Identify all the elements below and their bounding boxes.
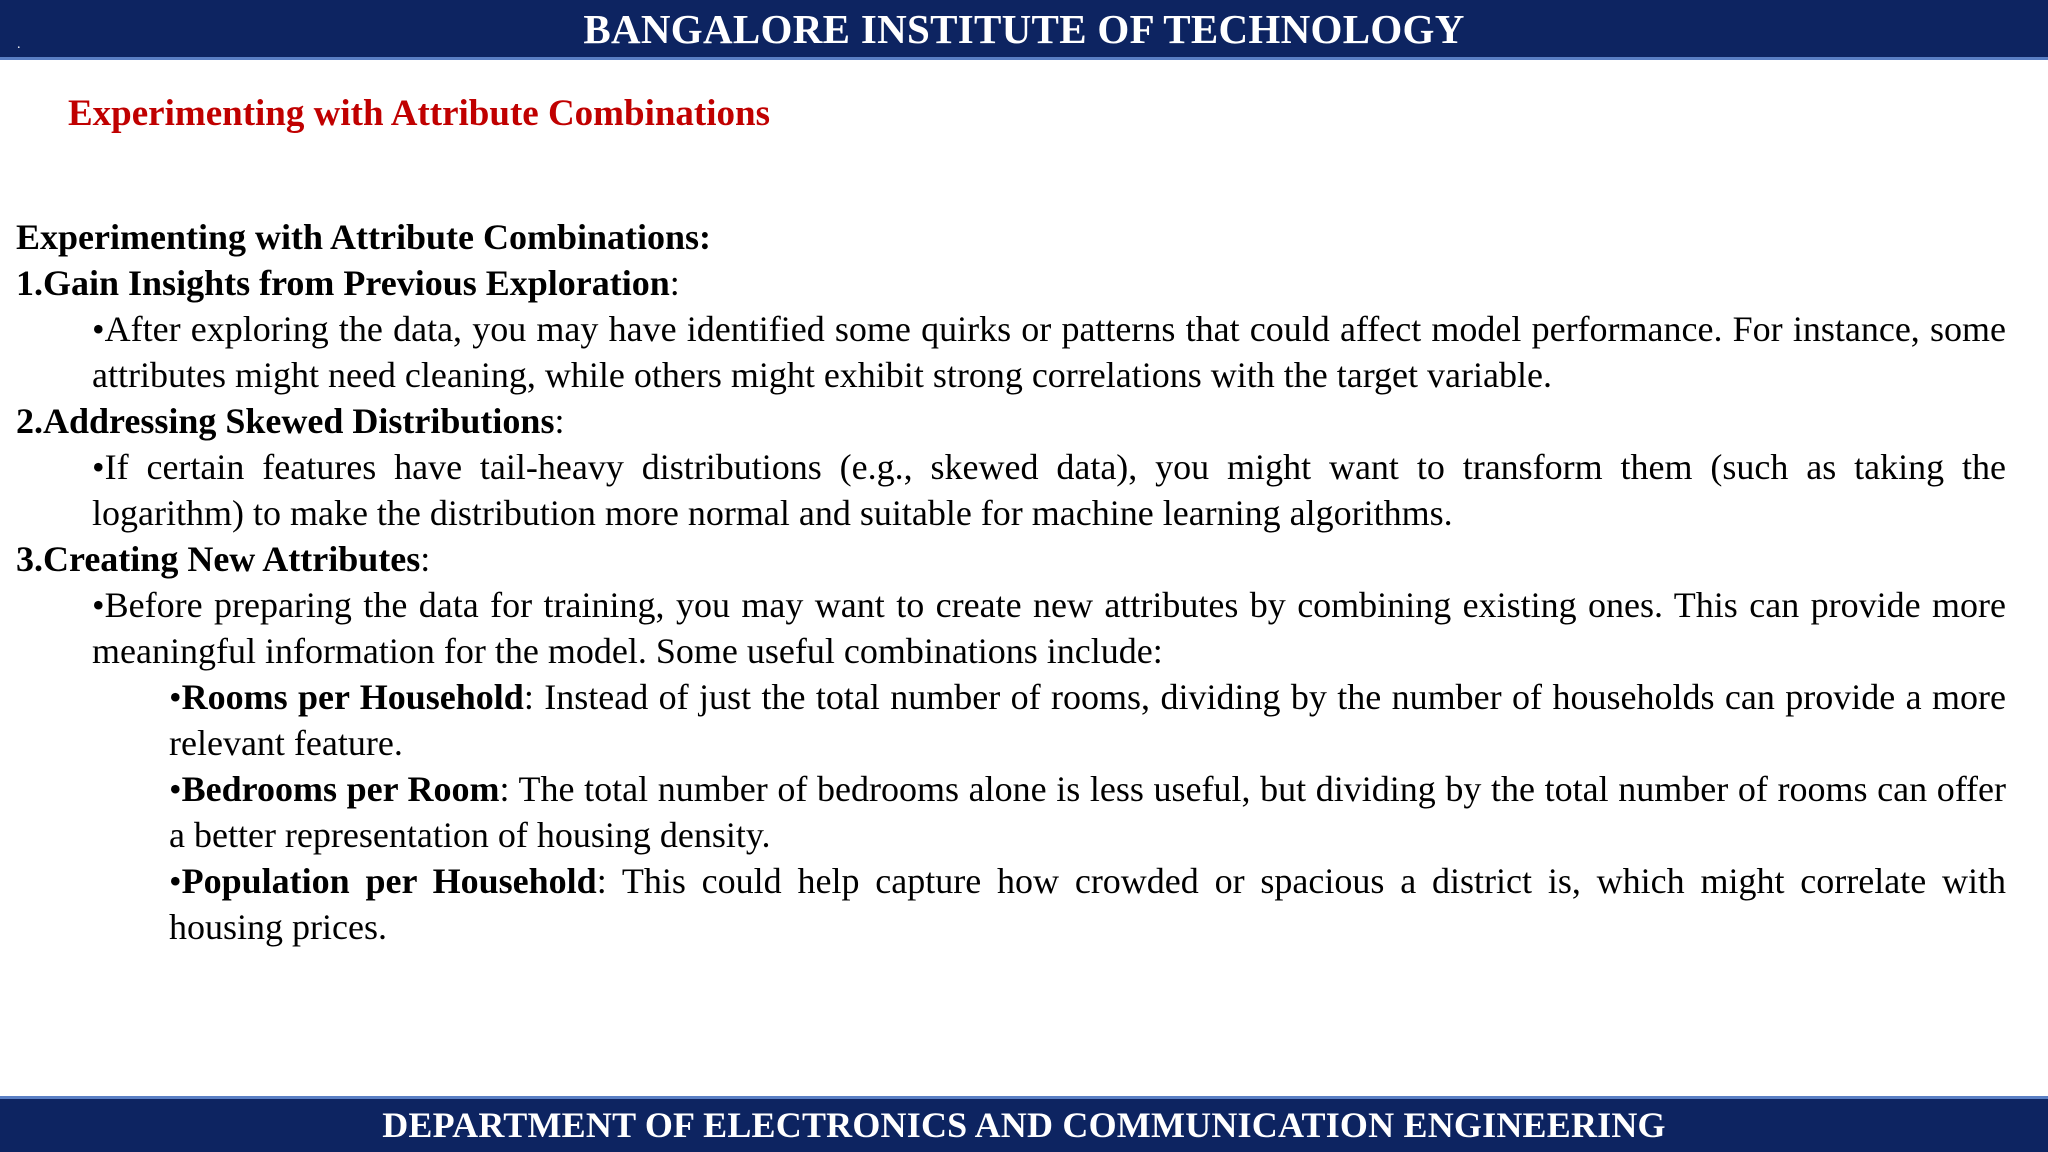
point-1-title: Gain Insights from Previous Exploration (43, 263, 670, 303)
point-3-bullet: •Before preparing the data for training, you may want to create new attributes by combining existing ones. This can provide more meaningful information for the model. Some useful combinations include: (92, 585, 2006, 671)
corner-mark: . (17, 37, 21, 52)
point-1-suffix: : (669, 263, 680, 303)
point-1-bullet: •After exploring the data, you may have identified some quirks or patterns that could affect model performance. For instance, some attributes might need cleaning, while others might exhibit strong correlations with the target variable. (92, 309, 2006, 395)
sub-item-marker: • (169, 769, 182, 809)
sub-item-text: : Instead of just the total number of rooms, dividing by the number of households can provide a more relevant feature. (169, 677, 2006, 763)
sub-item-population-per-household (16, 858, 2006, 950)
institute-title: BANGALORE INSTITUTE OF TECHNOLOGY (583, 6, 1465, 52)
slide-title: Experimenting with Attribute Combinations (68, 93, 771, 134)
slide-body (16, 214, 2006, 950)
department-title: DEPARTMENT OF ELECTRONICS AND COMMUNICATION ENGINEERING (382, 1105, 1666, 1145)
point-2-title: Addressing Skewed Distributions (43, 401, 555, 441)
sub-item-term: Population per Household (181, 861, 597, 901)
footer-bar (0, 1096, 2048, 1152)
header-bar (0, 0, 2048, 60)
section-heading: Experimenting with Attribute Combinations: (16, 217, 712, 257)
point-1-title-line (16, 260, 2006, 306)
point-1-number: 1. (16, 263, 43, 303)
point-2-bullet: •If certain features have tail-heavy distributions (e.g., skewed data), you might want to transform them (such as taking the logarithm) to make the distribution more normal and suitable for machine learning algorithms. (92, 447, 2006, 533)
sub-item-bedrooms-per-room (16, 766, 2006, 858)
point-3-title: Creating New Attributes (43, 539, 421, 579)
point-3-number: 3. (16, 539, 43, 579)
point-3-suffix: : (420, 539, 431, 579)
sub-item-rooms-per-household (16, 674, 2006, 766)
sub-item-term: Rooms per Household (181, 677, 524, 717)
sub-item-marker: • (169, 861, 182, 901)
sub-item-text: : The total number of bedrooms alone is less useful, but dividing by the total number of rooms can offer a better representation of housing density. (169, 769, 2007, 855)
sub-item-text: : This could help capture how crowded or spacious a district is, which might correlate with housing prices. (169, 861, 2006, 947)
sub-item-term: Bedrooms per Room (181, 769, 500, 809)
point-2-number: 2. (16, 401, 43, 441)
point-2-title-line (16, 398, 2006, 444)
sub-item-marker: • (169, 677, 182, 717)
point-3-title-line (16, 536, 2006, 582)
point-2-suffix: : (554, 401, 565, 441)
